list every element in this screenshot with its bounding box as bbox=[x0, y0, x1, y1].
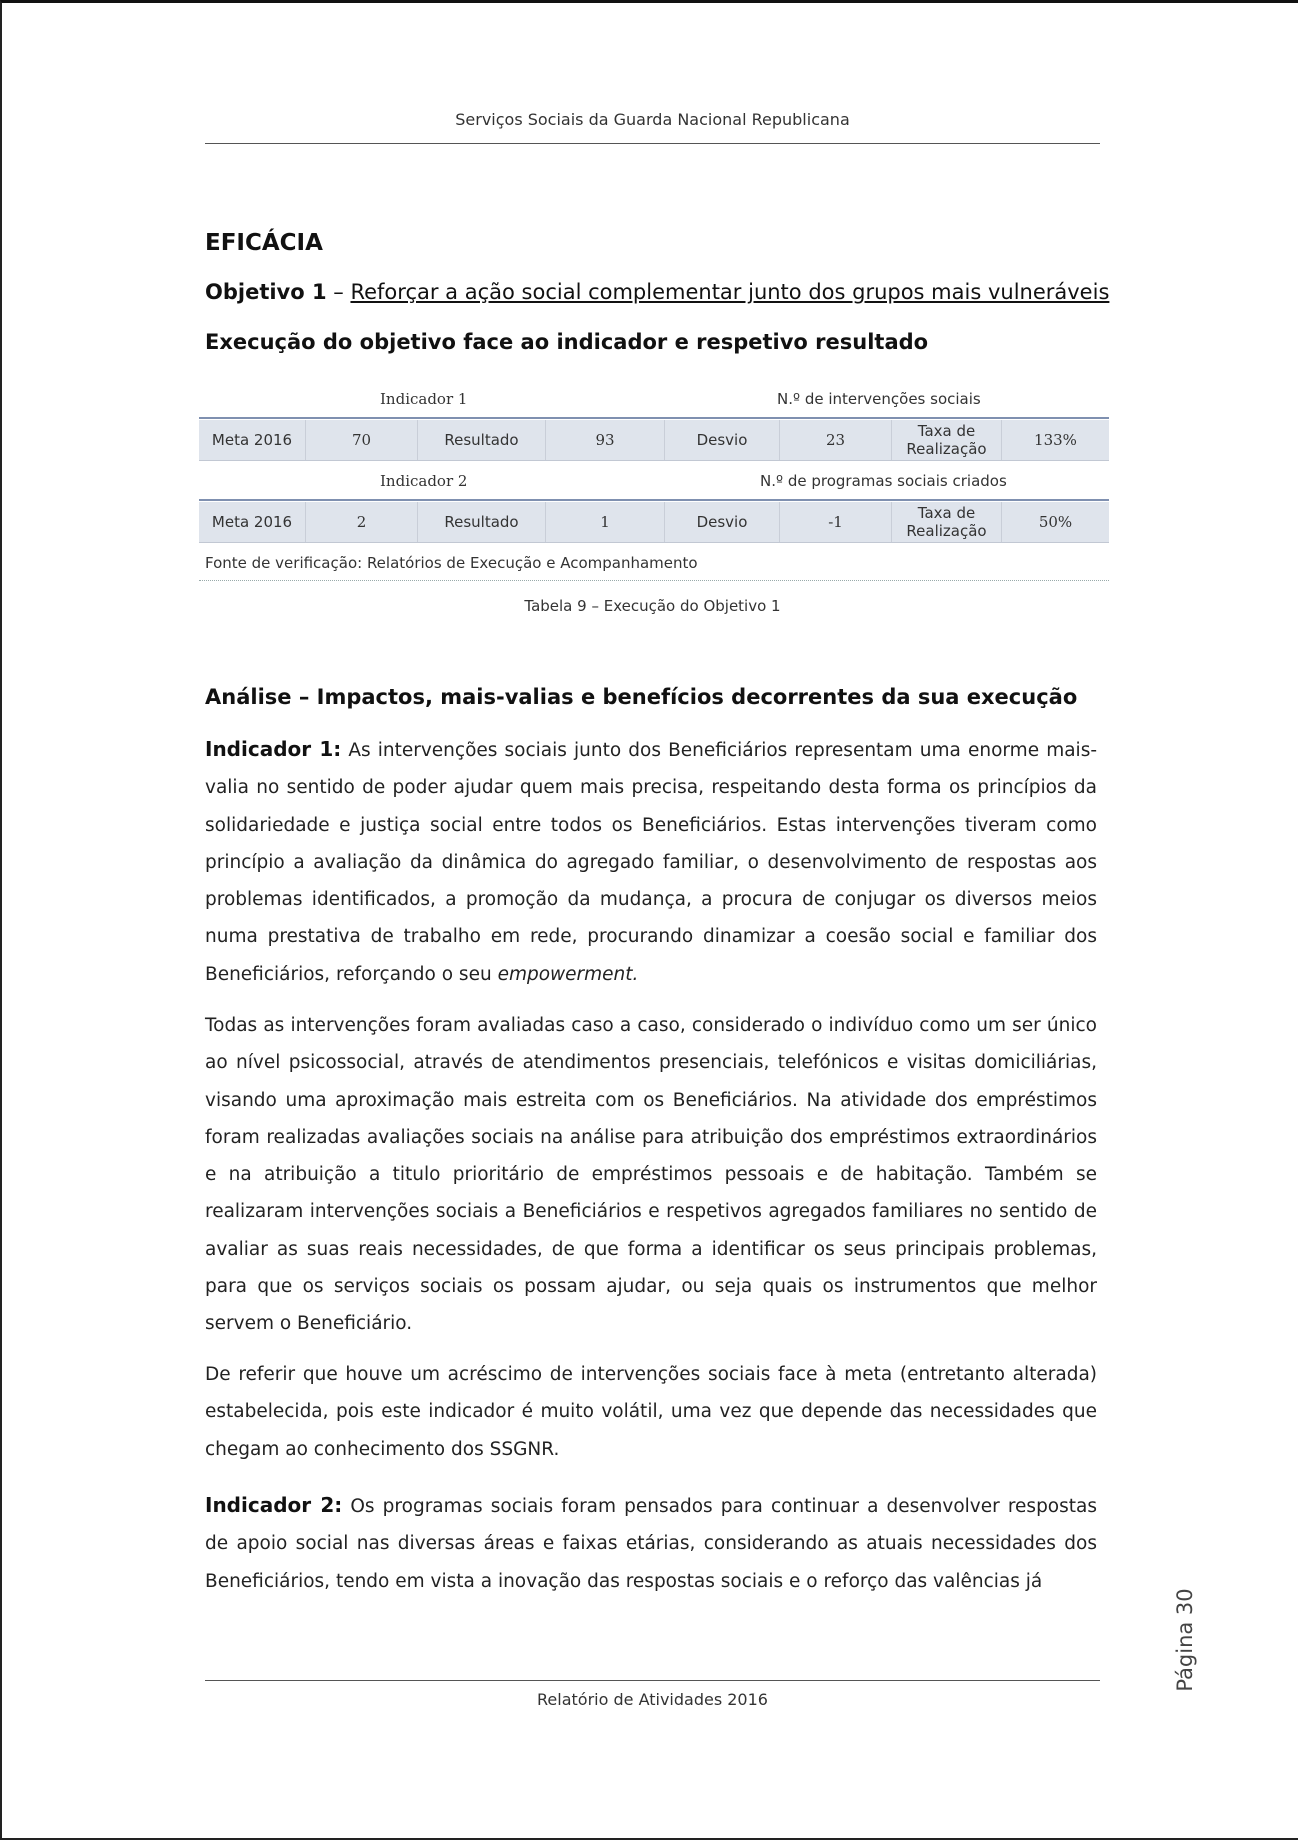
objective-separator: – bbox=[326, 280, 351, 304]
desvio-value: -1 bbox=[780, 502, 892, 542]
indicator-1-label: Indicador 1 bbox=[380, 390, 468, 408]
footer-rule bbox=[205, 1680, 1100, 1681]
resultado-label: Resultado bbox=[418, 420, 546, 460]
meta-label: Meta 2016 bbox=[199, 420, 306, 460]
paragraph-text: As intervenções sociais junto dos Beneficiários representam uma enorme mais-valia no sentido de poder ajudar quem mais precisa, respeitando desta forma os princípios da solidariedade e justiça social entre todos os Beneficiários. Estas intervenções tiveram como princípio a avaliação da dinâmica do agregado familiar, o desenvolvimento de respostas aos problemas identificados, a promoção da mudança, a procura de conjugar os diversos meios numa prestativa de trabalho em rede, procurando dinamizar a coesão social e familiar dos Beneficiários, reforçando o seu bbox=[205, 740, 1098, 985]
paragraph-indicator-2 bbox=[205, 1487, 1097, 1600]
objective-text: Reforçar a ação social complementar junto dos grupos mais vulneráveis bbox=[350, 280, 1110, 304]
table-caption: Tabela 9 – Execução do Objetivo 1 bbox=[524, 597, 781, 615]
indicator-1-bold-label: Indicador 1: bbox=[205, 737, 342, 761]
table-row bbox=[199, 502, 1109, 543]
section-title: EFICÁCIA bbox=[205, 230, 323, 256]
objective-label: Objetivo 1 bbox=[205, 280, 327, 304]
taxa-label-line-2: Realização bbox=[906, 522, 987, 540]
table-rule bbox=[199, 499, 1109, 501]
desvio-value: 23 bbox=[780, 420, 892, 460]
paragraph-evaluations: Todas as intervenções foram avaliadas caso a caso, considerado o indivíduo como um ser único ao nível psicossocial, através de atendimentos presenciais, telefónicos e visitas domiciliárias, visando uma aproximação mais estreita com os Beneficiários. Na atividade dos empréstimos foram realizadas avaliações sociais na análise para atribuição dos empréstimos extraordinários e na atribuição a titulo prioritário de empréstimos pessoais e de habitação. Também se realizaram intervenções sociais a Beneficiários e respetivos agregados familiares no sentido de avaliar as suas reais necessidades, de que forma a identificar os seus principais problemas, para que os serviços sociais os possam ajudar, ou seja quais os instrumentos que melhor servem o Beneficiário. bbox=[205, 1015, 1097, 1335]
resultado-value: 1 bbox=[546, 502, 665, 542]
page-footer: Relatório de Atividades 2016 bbox=[537, 1690, 768, 1709]
taxa-label bbox=[892, 502, 1002, 542]
empowerment-term: empowerment bbox=[497, 963, 633, 985]
meta-value: 70 bbox=[306, 420, 418, 460]
resultado-label: Resultado bbox=[418, 502, 546, 542]
analysis-heading: Análise – Impactos, mais-valias e benefícios decorrentes da sua execução bbox=[205, 685, 1078, 709]
taxa-value: 133% bbox=[1034, 431, 1077, 449]
taxa-label-line-1: Taxa de bbox=[917, 504, 976, 522]
execution-heading: Execução do objetivo face ao indicador e respetivo resultado bbox=[205, 330, 929, 354]
header-rule bbox=[205, 143, 1100, 144]
meta-value: 2 bbox=[306, 502, 418, 542]
taxa-label-line-1: Taxa de bbox=[917, 422, 976, 440]
table-rule bbox=[199, 417, 1109, 419]
indicator-2-label: Indicador 2 bbox=[380, 472, 468, 490]
page-number: Página 30 bbox=[1173, 1588, 1197, 1692]
indicator-1-name: N.º de intervenções sociais bbox=[777, 390, 981, 408]
taxa-label bbox=[892, 420, 1002, 460]
taxa-value: 50% bbox=[1038, 513, 1073, 531]
paragraph-increase: De referir que houve um acréscimo de intervenções sociais face à meta (entretanto alterada) estabelecida, pois este indicador é muito volátil, uma vez que depende das necessidades que chegam ao conhecimento dos SSGNR. bbox=[205, 1364, 1097, 1460]
paragraph-end: . bbox=[632, 963, 639, 985]
resultado-value: 93 bbox=[546, 420, 665, 460]
indicator-2-name: N.º de programas sociais criados bbox=[760, 472, 1007, 490]
page-header: Serviços Sociais da Guarda Nacional Republicana bbox=[455, 110, 850, 129]
table-row bbox=[199, 420, 1109, 461]
source-rule bbox=[199, 580, 1109, 581]
meta-label: Meta 2016 bbox=[199, 502, 306, 542]
desvio-label: Desvio bbox=[665, 420, 780, 460]
paragraph-text: Os programas sociais foram pensados para continuar a desenvolver respostas de apoio social nas diversas áreas e faixas etárias, considerando as atuais necessidades dos Beneficiários, tendo em vista a inovação das respostas sociais e o reforço das valências já bbox=[205, 1496, 1097, 1592]
indicator-2-bold-label: Indicador 2: bbox=[205, 1493, 343, 1517]
table-source: Fonte de verificação: Relatórios de Execução e Acompanhamento bbox=[205, 554, 698, 572]
desvio-label: Desvio bbox=[665, 502, 780, 542]
objective-heading bbox=[205, 280, 1109, 304]
paragraph-indicator-1 bbox=[205, 731, 1097, 993]
taxa-label-line-2: Realização bbox=[906, 440, 987, 458]
